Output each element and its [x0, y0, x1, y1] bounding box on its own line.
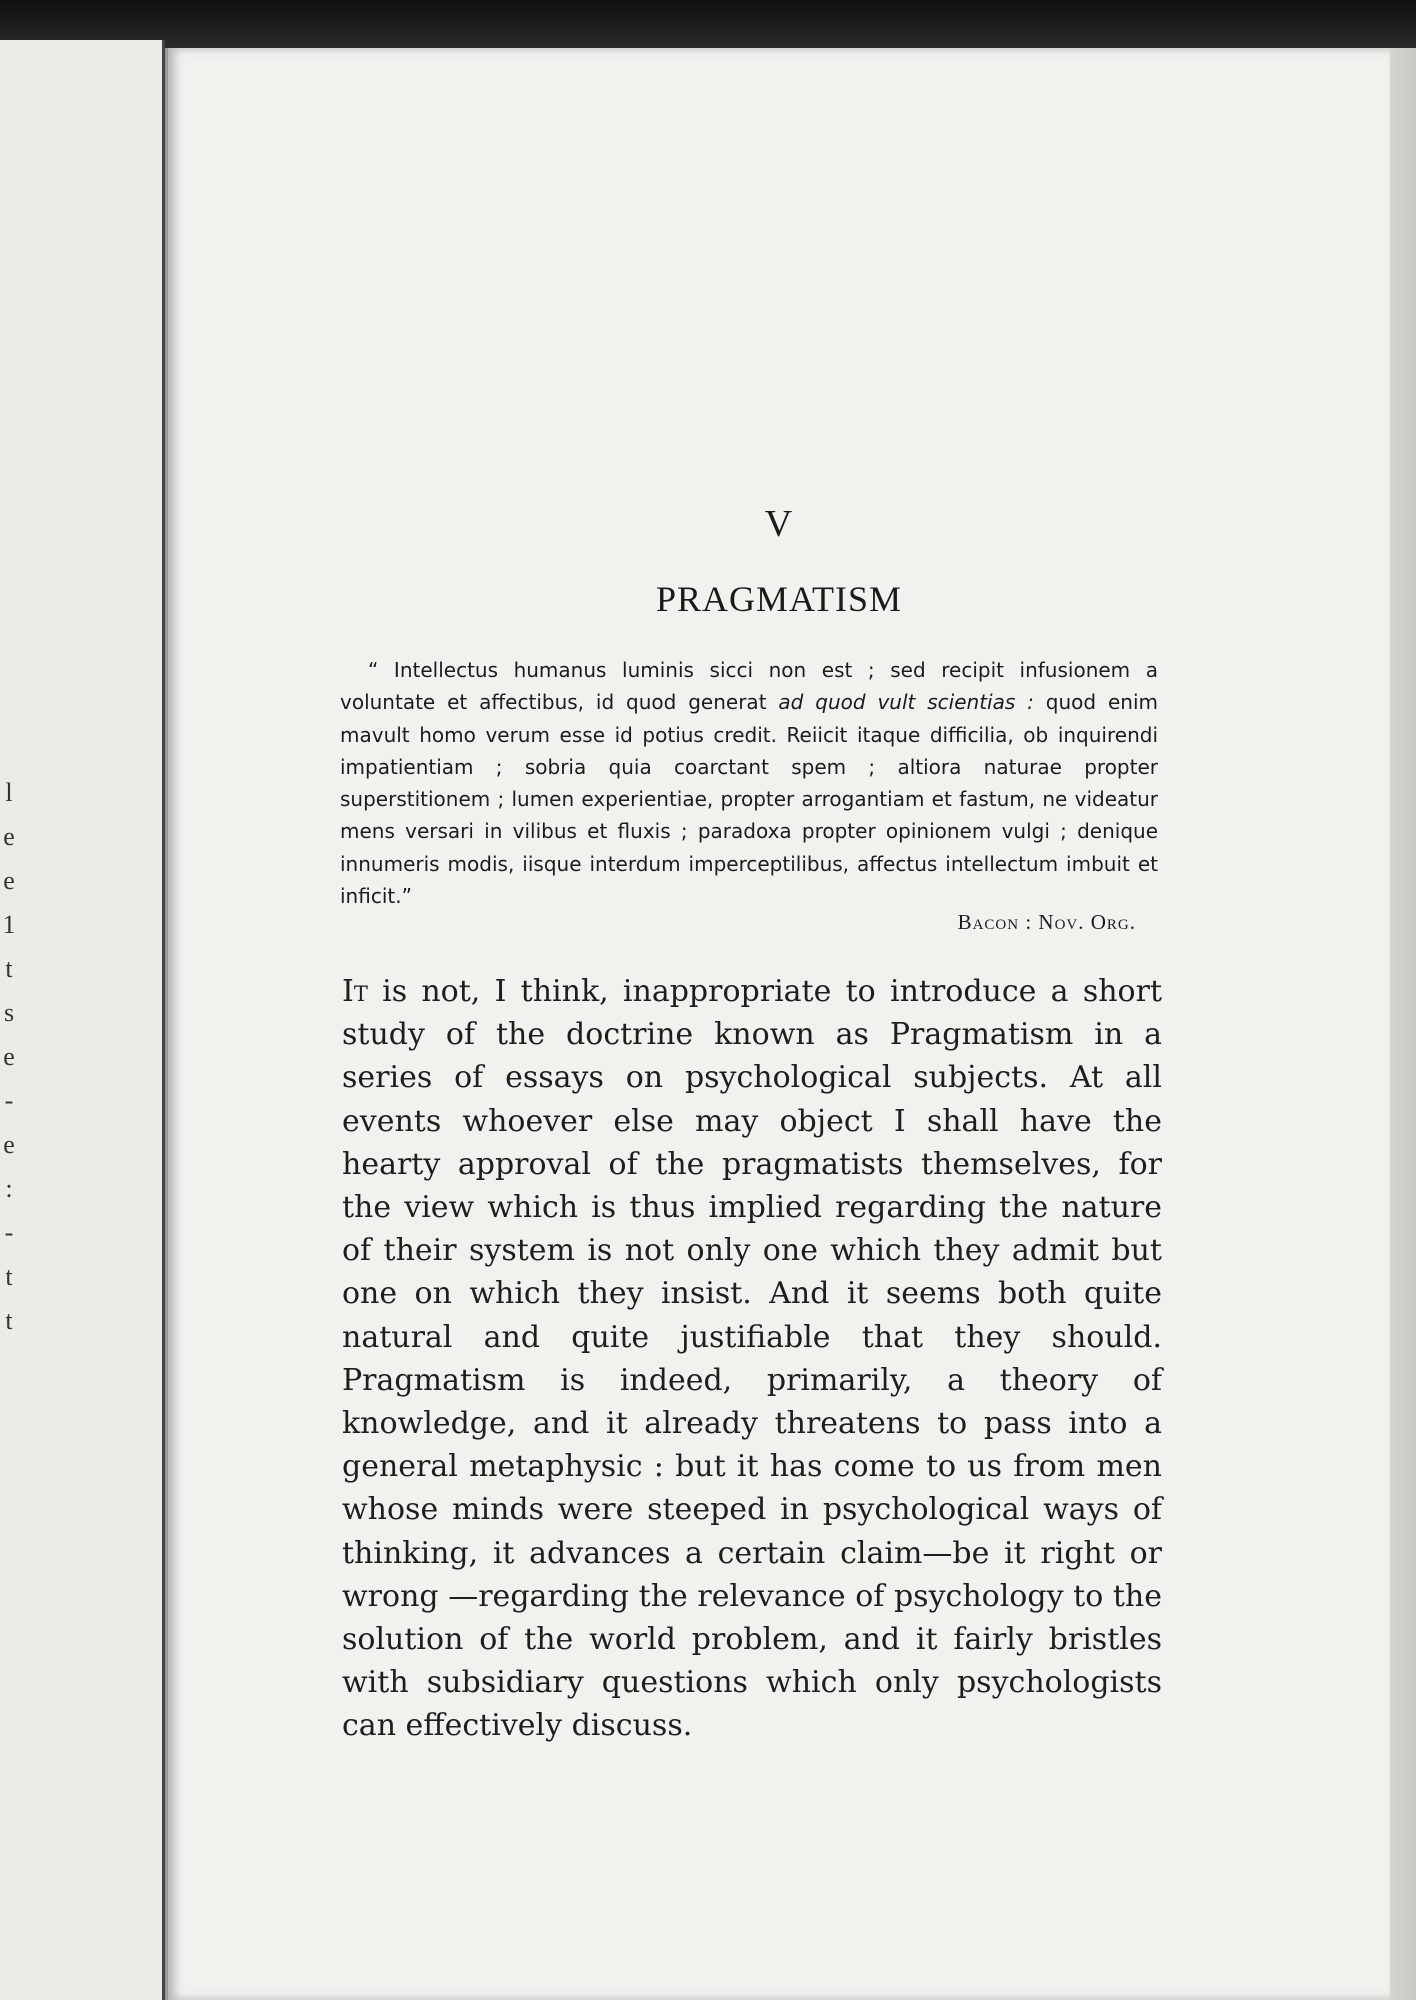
epigraph-attribution: Bacon : Nov. Org. [957, 910, 1136, 934]
left-page-fragment: t [5, 1262, 13, 1291]
left-page-fragment: e [3, 822, 15, 851]
epigraph-text-after: quod enim mavult homo verum esse id potius credit. Reiicit itaque difficilia, ob inquirendi impatientiam ; sobria quia coarctant spem ; altiora naturae propter superstitionem ; lumen experientiae, propter arrogantiam et fastum, ne videatur mens versari in vilibus et fluxis ; paradoxa propter opinionem vulgi ; denique innumeris modis, iisque interdum imperceptilibus, affectus intellectum imbuit et inficit.” [340, 690, 1158, 909]
left-page-fragment: e [3, 1130, 15, 1159]
left-page-fragment: s [3, 998, 15, 1027]
left-page-fragment: : [5, 1174, 13, 1203]
body-paragraph [342, 970, 1162, 1748]
page-stack-edge [1390, 48, 1416, 2000]
body-lead-word: It [342, 974, 368, 1009]
left-page-fragment: - [4, 1218, 14, 1247]
scanner-top-bar [0, 0, 1416, 48]
left-page-fragment: e [3, 1042, 15, 1071]
body-text: is not, I think, inappropriate to introduce a short study of the doctrine known as Pragmatism in a series of essays on psychological subjects. At all events whoever else may object I shall have the hearty approval of the pragmatists themselves, for the view which is thus implied regarding the nature of their system is not only one which they admit but one on which they insist. And it seems both quite natural and quite justifiable that they should. Pragmatism is indeed, primarily, a theory of knowledge, and it already threatens to pass into a general metaphysic : but it has come to us from men whose minds were steeped in psychological ways of thinking, it advances a certain claim—be it right or wrong —regarding the relevance of psychology to the solution of the world problem, and it fairly bristles with subsidiary questions which only psychologists can effectively discuss. [342, 974, 1162, 1744]
left-page-fragment: l [5, 778, 13, 807]
epigraph-quote [340, 654, 1158, 912]
left-page-fragment: e [3, 866, 15, 895]
previous-page-edge [0, 40, 165, 2000]
chapter-title: PRAGMATISM [655, 579, 903, 619]
left-page-fragment: t [5, 1306, 13, 1335]
left-page-fragment: t [5, 954, 13, 983]
epigraph-italic: ad quod vult scientias : [778, 690, 1034, 715]
left-page-fragment: - [4, 1086, 14, 1115]
left-page-fragment: 1 [2, 910, 16, 939]
chapter-number: V [764, 503, 794, 545]
epigraph-text-before: “ Intellectus humanus luminis sicci non est ; sed recipit infusionem a voluntate et affectibus, id quod generat [340, 658, 1158, 715]
